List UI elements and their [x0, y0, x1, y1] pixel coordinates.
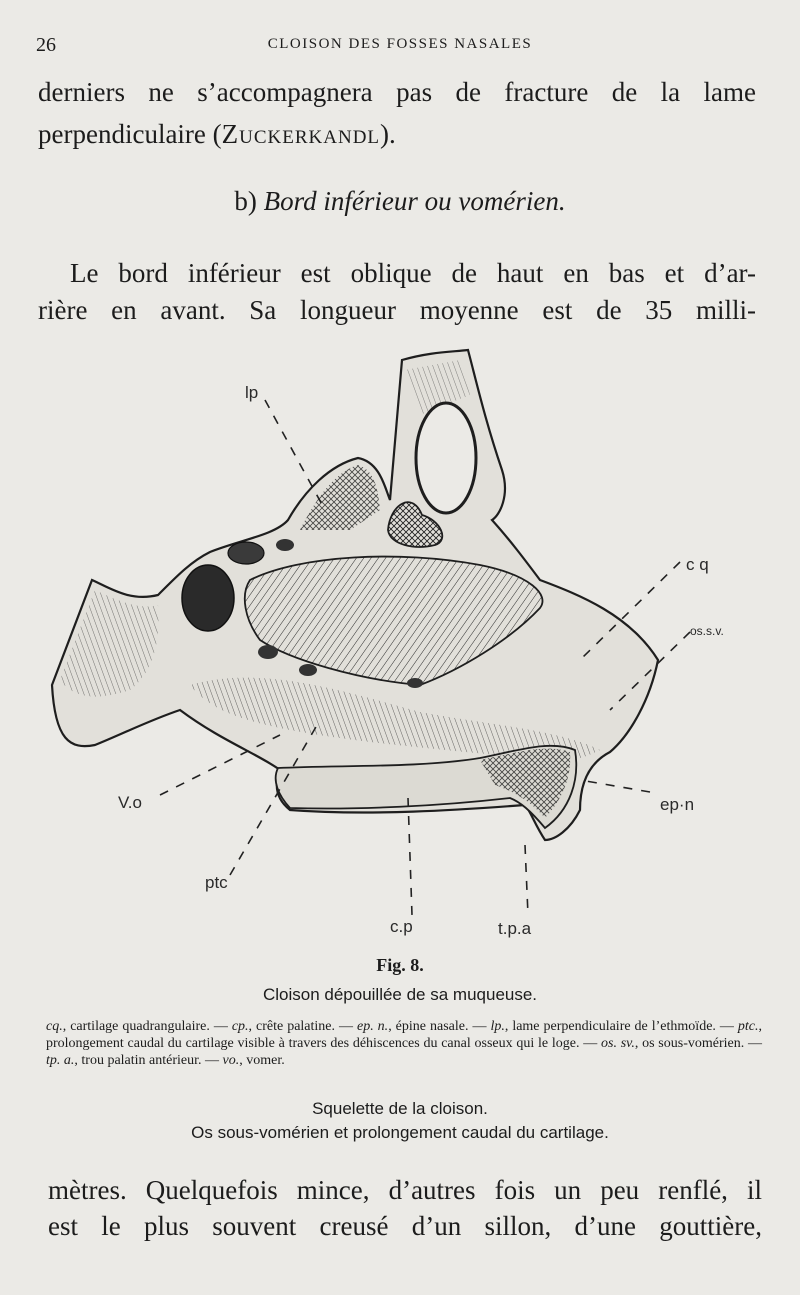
text-line [38, 116, 756, 153]
author-name: Zuckerkandl [221, 119, 381, 149]
text-line: rière en avant. Sa longueur moyenne est de 35 milli- [38, 295, 756, 325]
text-line: mètres. Quelquefois mince, d’autres fois un peu renflé, il [48, 1175, 762, 1205]
running-title: CLOISON DES FOSSES NASALES [267, 36, 533, 52]
legend-entry [357, 1019, 490, 1034]
legend-abbr: ptc. [737, 1019, 759, 1034]
label-tpa: t.p.a [498, 919, 532, 938]
legend-text: , crête palatine. — [248, 1019, 357, 1034]
label-ptc: ptc [205, 873, 228, 892]
legend-abbr: cp. [231, 1019, 249, 1034]
figure-subcaption [0, 1097, 800, 1145]
legend-text: , os sous-vomérien. — [634, 1036, 762, 1051]
legend-entry [490, 1019, 737, 1034]
subcaption-line: Os sous-vomérien et prolongement caudal du cartilage. [191, 1123, 609, 1142]
label-cq: c q [686, 555, 709, 574]
legend-entry [601, 1036, 762, 1051]
legend-abbr: ep. n. [356, 1019, 389, 1034]
legend-abbr: lp. [490, 1019, 505, 1034]
section-subheading [0, 186, 800, 217]
legend-text: , épine nasale. — [388, 1019, 491, 1034]
foramen-tiny [258, 645, 278, 659]
label-lp: lp [245, 383, 259, 402]
figure-legend [46, 1018, 762, 1069]
label-cp: c.p [390, 917, 413, 936]
legend-abbr: vo. [222, 1053, 240, 1068]
legend-entry [223, 1053, 285, 1068]
foramen-tiny [299, 664, 317, 676]
legend-text: , prolongement caudal du cartilage visible à travers des déhiscences du canal osseux qui le loge. — [46, 1019, 762, 1051]
legend-abbr: tp. a. [46, 1053, 75, 1068]
running-head [0, 34, 800, 58]
label-os-sv: os.s.v. [690, 624, 724, 638]
text-fragment: ). [380, 119, 396, 149]
foramen-large [182, 565, 234, 631]
legend-text: , lame perpendiculaire de l’ethmoïde. — [504, 1019, 738, 1034]
figure-caption: Cloison dépouillée de sa muqueuse. [262, 985, 538, 1004]
legend-abbr: os. sv. [601, 1036, 635, 1051]
text-line: Le bord inférieur est oblique de haut en bas et d’ar- [70, 258, 756, 288]
text-line: derniers ne s’accompagnera pas de fracture de la lame [38, 77, 756, 107]
subheading-title: Bord inférieur ou vomérien. [263, 186, 566, 216]
page-number: 26 [36, 34, 56, 56]
legend-entry [232, 1019, 357, 1034]
label-vo: V.o [118, 793, 142, 812]
text-fragment: perpendiculaire ( [38, 119, 222, 149]
legend-entry [46, 1019, 232, 1034]
legend-text: , trou palatin antérieur. — [74, 1053, 223, 1068]
text-line: est le plus souvent creusé d’un sillon, d’une gouttière, [48, 1211, 762, 1241]
foramen-small [228, 542, 264, 564]
foramen-tiny [276, 539, 294, 551]
legend-text: , vomer. [239, 1053, 285, 1068]
legend-entry [46, 1053, 223, 1068]
subheading-number: b) [234, 186, 257, 216]
anatomical-figure [40, 340, 780, 950]
subcaption-line: Squelette de la cloison. [312, 1099, 488, 1118]
legend-abbr: cq. [46, 1019, 63, 1034]
upper-foramen [416, 403, 476, 513]
foramen-tiny [407, 678, 423, 688]
figure-number: Fig. 8. [376, 955, 424, 975]
legend-text: , cartilage quadrangulaire. — [62, 1019, 232, 1034]
label-ep-n: ep·n [660, 795, 695, 814]
